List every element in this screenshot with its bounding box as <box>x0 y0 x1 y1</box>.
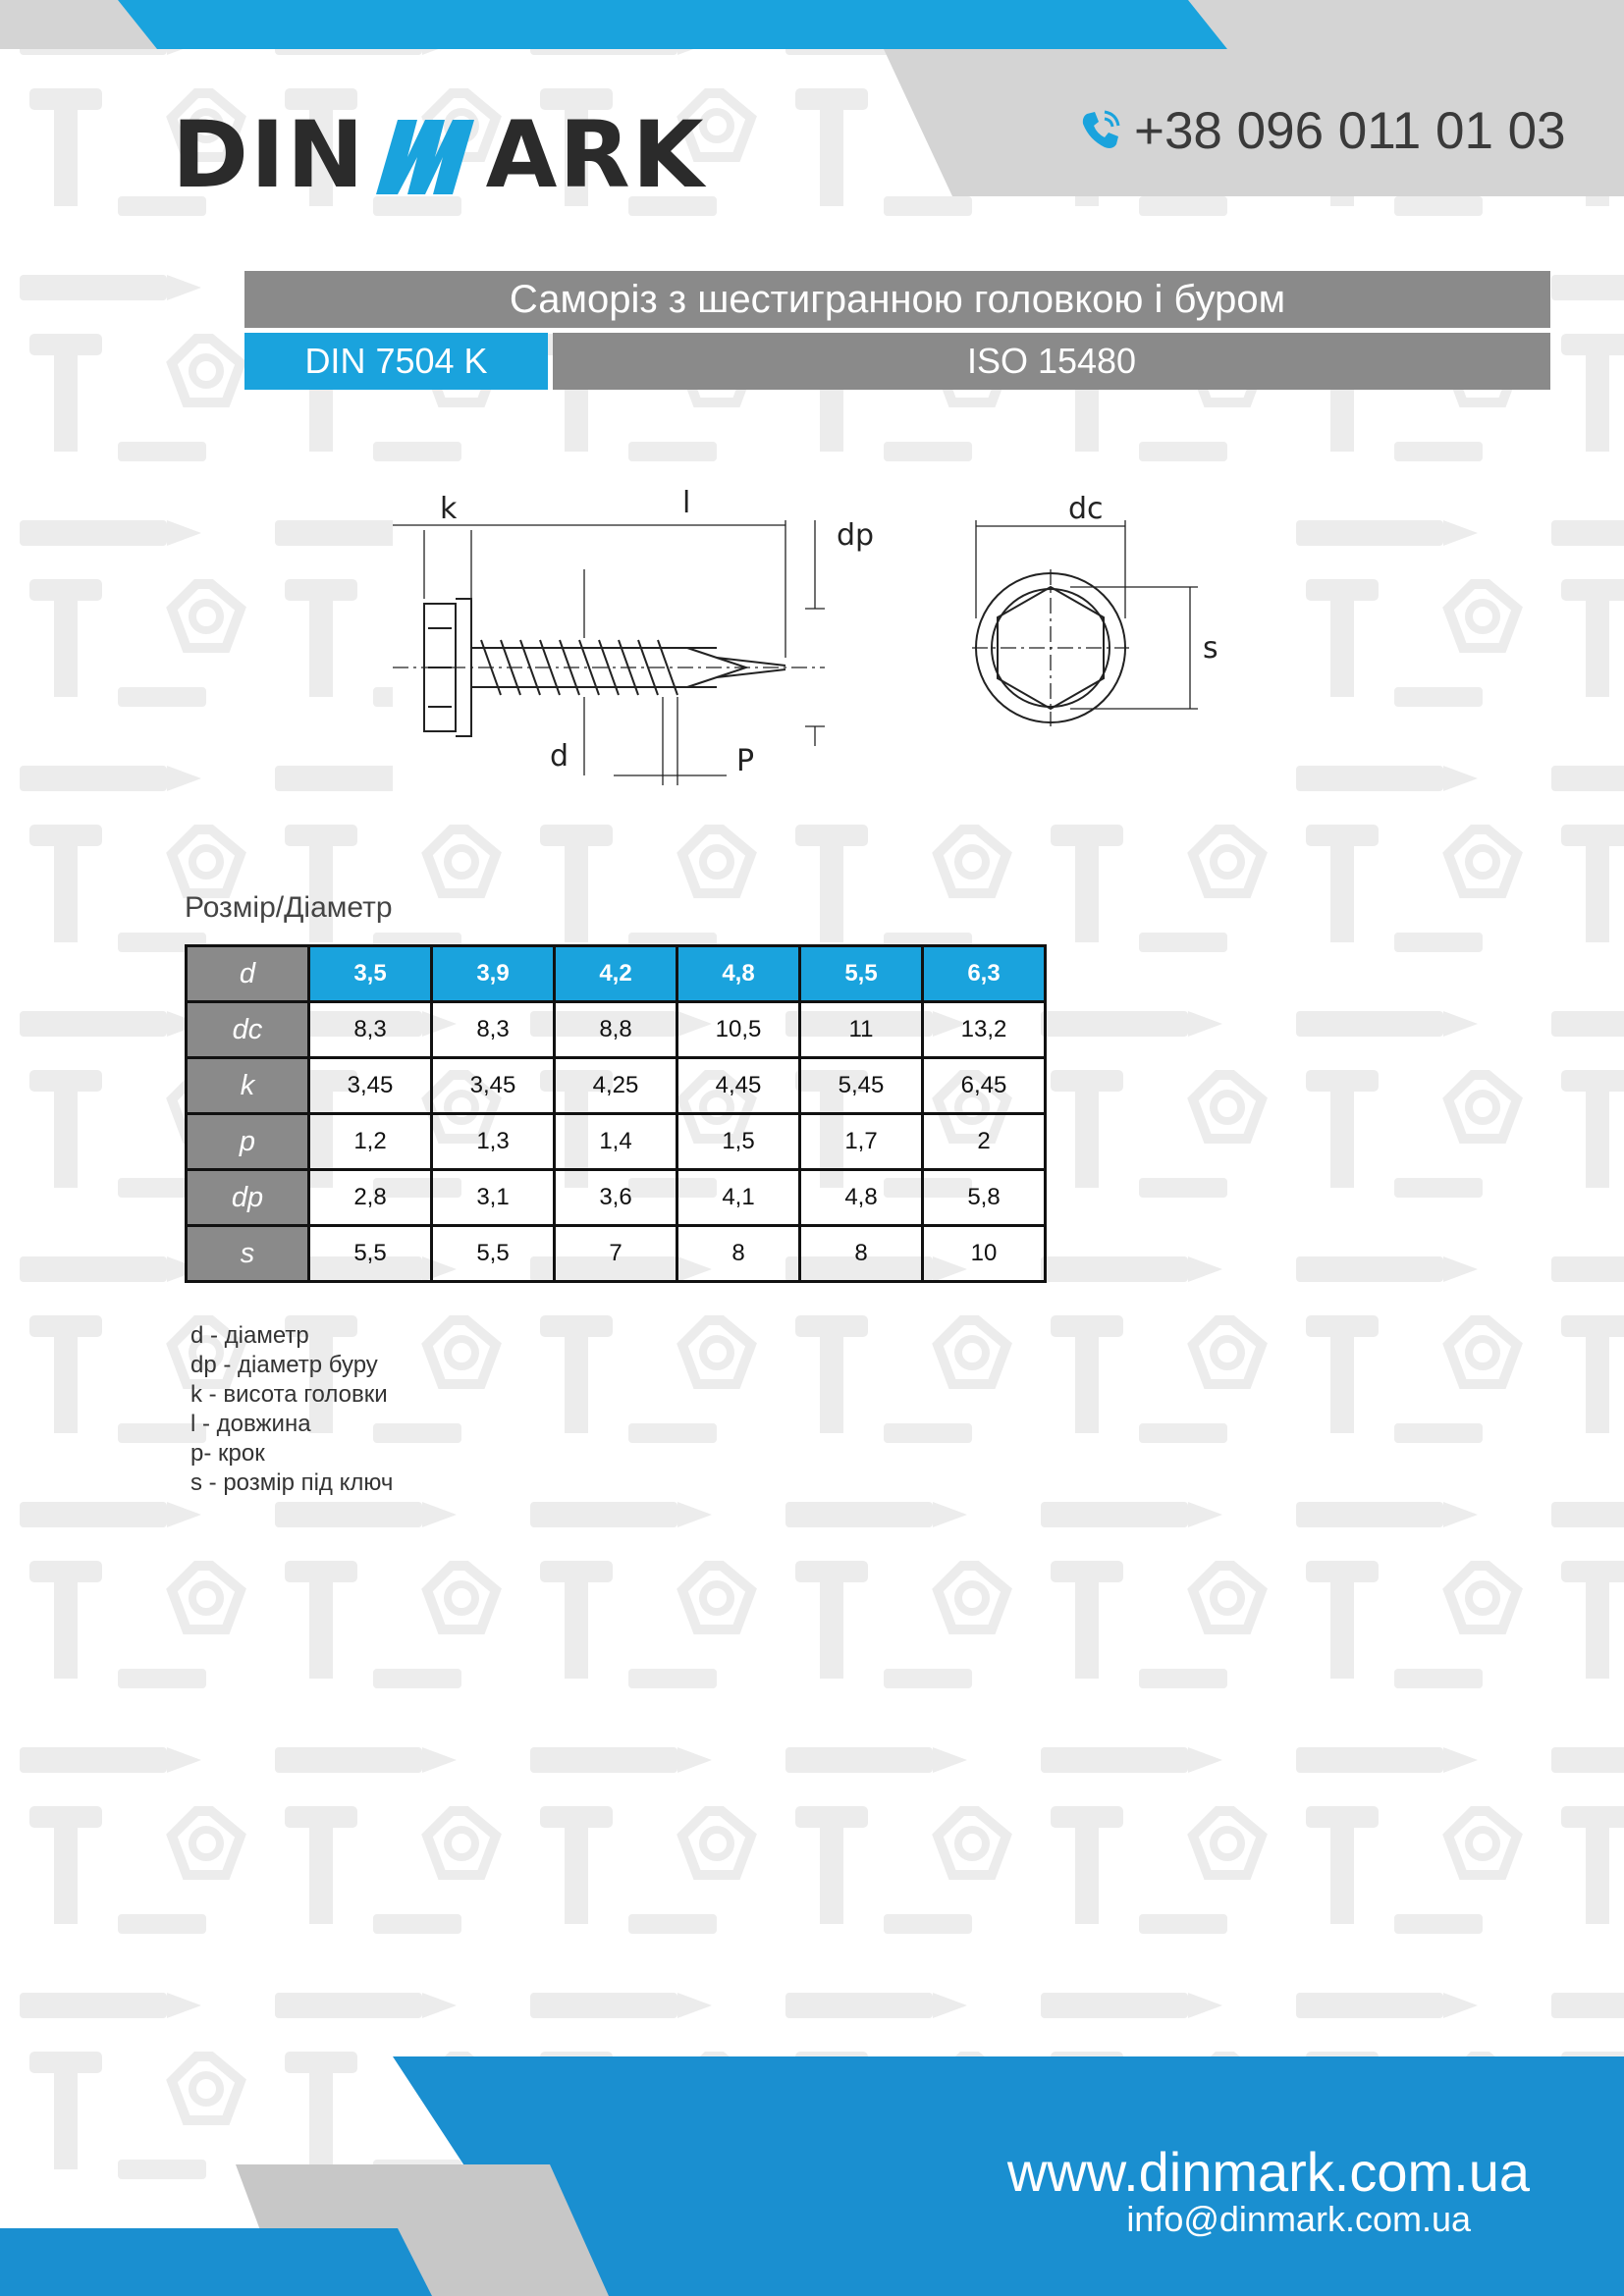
legend-item: s - розмір під ключ <box>190 1469 394 1496</box>
table-cell: 8,8 <box>555 1002 677 1058</box>
table-cell: 5,45 <box>800 1058 923 1114</box>
table-cell: 8,3 <box>432 1002 555 1058</box>
table-cell: 5,5 <box>800 946 923 1002</box>
email-link[interactable]: info@dinmark.com.ua <box>1126 2199 1471 2239</box>
table-cell: 1,5 <box>677 1114 800 1170</box>
table-cell: 5,5 <box>309 1226 432 1282</box>
table-row <box>187 1002 1046 1058</box>
table-cell: 5,5 <box>432 1226 555 1282</box>
phone-number: +38 096 011 01 03 <box>1134 101 1566 160</box>
legend-item: d - діаметр <box>190 1322 309 1349</box>
legend-item: dp - діаметр буру <box>190 1352 378 1378</box>
table-cell: 1,2 <box>309 1114 432 1170</box>
phone-icon <box>1075 106 1124 155</box>
screw-end-view <box>972 520 1198 726</box>
table-cell: 1,4 <box>555 1114 677 1170</box>
table-cell: 3,45 <box>432 1058 555 1114</box>
technical-drawing <box>393 461 1296 805</box>
table-cell: 2,8 <box>309 1170 432 1226</box>
table-cell: 7 <box>555 1226 677 1282</box>
table-row <box>187 1170 1046 1226</box>
legend-item: p- крок <box>190 1440 265 1467</box>
dim-label-dc: dc <box>1068 492 1104 526</box>
table-row <box>187 1226 1046 1282</box>
product-title: Саморіз з шестигранною головкою і буром <box>244 271 1550 328</box>
phone-contact[interactable] <box>1075 98 1566 163</box>
table-cell: 6,3 <box>923 946 1046 1002</box>
dim-label-l: l <box>682 486 691 520</box>
row-header: dp <box>187 1170 309 1226</box>
dim-label-p: P <box>736 744 755 778</box>
table-cell: 11 <box>800 1002 923 1058</box>
dim-label-dp: dp <box>837 518 875 553</box>
row-header: k <box>187 1058 309 1114</box>
dinmark-logo[interactable] <box>172 102 706 209</box>
row-header: d <box>187 946 309 1002</box>
legend-item: k - висота головки <box>190 1381 388 1408</box>
dimensions-table <box>185 944 1047 1283</box>
table-cell: 3,45 <box>309 1058 432 1114</box>
row-header: p <box>187 1114 309 1170</box>
legend-item: l - довжина <box>190 1411 311 1437</box>
table-cell: 5,8 <box>923 1170 1046 1226</box>
table-cell: 3,9 <box>432 946 555 1002</box>
legend <box>190 1321 393 1498</box>
table-cell: 4,8 <box>800 1170 923 1226</box>
table-cell: 8,3 <box>309 1002 432 1058</box>
table-cell: 10,5 <box>677 1002 800 1058</box>
table-cell: 4,1 <box>677 1170 800 1226</box>
table-row <box>187 1114 1046 1170</box>
table-cell: 10 <box>923 1226 1046 1282</box>
logo-m-mark-icon <box>368 116 484 196</box>
table-cell: 4,8 <box>677 946 800 1002</box>
table-cell: 3,6 <box>555 1170 677 1226</box>
table-cell: 1,7 <box>800 1114 923 1170</box>
table-cell: 1,3 <box>432 1114 555 1170</box>
row-header: dc <box>187 1002 309 1058</box>
table-cell: 8 <box>800 1226 923 1282</box>
table-row <box>187 1058 1046 1114</box>
table-caption: Розмір/Діаметр <box>185 891 393 924</box>
dim-label-s: s <box>1203 631 1218 666</box>
logo-text-right: ARK <box>485 102 706 209</box>
table-header-row <box>187 946 1046 1002</box>
table-cell: 8 <box>677 1226 800 1282</box>
table-cell: 6,45 <box>923 1058 1046 1114</box>
din-standard: DIN 7504 K <box>244 333 548 390</box>
table-cell: 13,2 <box>923 1002 1046 1058</box>
dim-label-k: k <box>440 492 458 526</box>
table-cell: 4,25 <box>555 1058 677 1114</box>
table-cell: 4,45 <box>677 1058 800 1114</box>
table-cell: 2 <box>923 1114 1046 1170</box>
website-link[interactable]: www.dinmark.com.ua <box>1006 2141 1530 2203</box>
table-cell: 3,5 <box>309 946 432 1002</box>
table-cell: 3,1 <box>432 1170 555 1226</box>
row-header: s <box>187 1226 309 1282</box>
dim-label-d: d <box>550 739 569 774</box>
table-cell: 4,2 <box>555 946 677 1002</box>
logo-text-left: DIN <box>172 102 366 209</box>
iso-standard: ISO 15480 <box>553 333 1550 390</box>
